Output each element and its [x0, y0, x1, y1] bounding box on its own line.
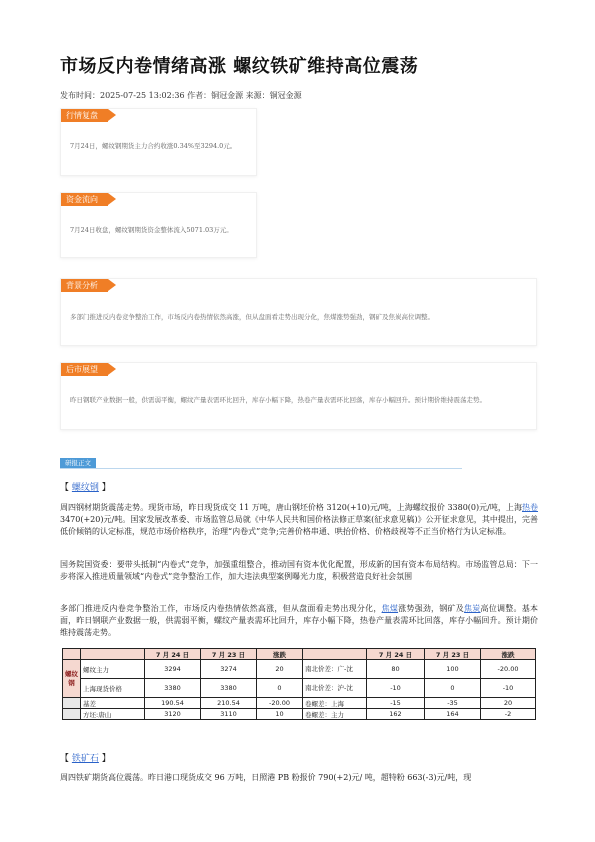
box-tag: 资金流向: [61, 193, 108, 206]
page-title: 市场反内卷情绪高涨 螺纹铁矿维持高位震荡: [60, 56, 419, 77]
box-text: 7月24日收盘，螺纹钢期货资金整体流入5071.03万元。: [70, 226, 233, 234]
table-row: 上海现货价格 3380 3380 0 南北价差：沪-沈 -10 0 -10: [63, 679, 536, 698]
summary-box-market-review: [60, 108, 257, 176]
table-row: 螺纹钢 螺纹主力 3294 3274 20 南北价差：广-沈 80 100 -20.00: [63, 660, 536, 679]
table-header-row: 7 月 24 日 7 月 23 日 涨跌 7 月 24 日 7 月 23 日 涨跌: [63, 649, 536, 660]
coking-coal-link[interactable]: 焦煤: [381, 604, 399, 613]
coke-link[interactable]: 焦炭: [464, 604, 481, 613]
table-row: 基差 190.54 210.54 -20.00 卷螺差：上海 -15 -35 20: [63, 698, 536, 709]
paragraph-policy: 国务院国资委：要带头抵制“内卷式”竞争，加强重组整合，推动国有资本优化配置，形成新的国有资本布局结构。市场监管总局：下一步将深入推进质量领域“内卷式”竞争整治工作，加大违法典型案例曝光力度，积极营造良好社会氛围: [60, 560, 538, 581]
subsection-iron-ore: 【 铁矿石 】: [60, 754, 111, 764]
box-tag: 背景分析: [61, 279, 108, 292]
table-side-label: 螺纹钢: [63, 660, 81, 698]
section-tag: 研报正文: [60, 458, 96, 468]
summary-box-fund-flow: [60, 192, 257, 258]
box-tag: 后市展望: [61, 363, 108, 376]
paragraph-analysis: 多部门推进反内卷竞争整治工作，市场反内卷热情依然高涨，但从盘面看走势出现分化，焦煤涨势强劲，钢矿及焦炭高位调整。基本面，昨日钢联产业数据一般，供需弱平衡，螺纹产量表需环比回升，库存小幅下降，热卷产量表需环比回落，库存小幅回升。预计期价维持震荡走势。: [60, 604, 539, 637]
publish-meta: 发布时间：2025-07-25 13:02:36 作者：铜冠金源 来源：铜冠金源: [60, 91, 302, 100]
rebar-data-table: [62, 648, 536, 720]
summary-box-background: [60, 278, 537, 346]
box-tag: 行情复盘: [61, 109, 108, 122]
summary-box-outlook: [60, 362, 537, 430]
table-row: 方坯:唐山 3120 3110 10 卷螺差：主力 162 164 -2: [63, 709, 536, 720]
box-text: 多部门推进反内卷竞争整治工作，市场反内卷热情依然高涨，但从盘面看走势出现分化，焦煤涨势强劲，钢矿及焦炭高位调整。: [70, 313, 434, 321]
section-divider: [60, 458, 462, 469]
iron-ore-link[interactable]: 铁矿石: [71, 754, 99, 764]
paragraph-iron-ore: 周四铁矿期货高位震荡。昨日港口现货成交 96 万吨，日照港 PB 粉报价 790(+2)元/ 吨，超特粉 663(-3)元/吨，现: [60, 773, 472, 782]
paragraph-market: 周四钢材期货震荡走势。现货市场，昨日现货成交 11 万吨，唐山钢坯价格 3120(+10)元/吨，上海螺纹报价 3380(0)元/吨，上海热卷3470(+20)元/吨。国家发展改革委、市场监管总局就《中华人民共和国价格法修正草案(征求意见稿)》公开征求意见，其中提出，完善低价倾销的认定标准，规范市场价格秩序，治理“内卷式”竞争;完善价格串通、哄抬价格、价格歧视等不正当价格行为认定标准。: [60, 503, 539, 536]
hot-coil-link[interactable]: 热卷: [521, 503, 539, 512]
subsection-rebar: 【 螺纹钢 】: [60, 483, 111, 493]
rebar-link[interactable]: 螺纹钢: [71, 483, 99, 493]
box-text: 昨日钢联产业数据一般，供需弱平衡，螺纹产量表需环比回升，库存小幅下降，热卷产量表需环比回落，库存小幅回升。预计期价维持震荡走势。: [70, 396, 486, 404]
box-text: 7月24日，螺纹钢期货主力合约收涨0.34%至3294.0元。: [70, 142, 237, 150]
